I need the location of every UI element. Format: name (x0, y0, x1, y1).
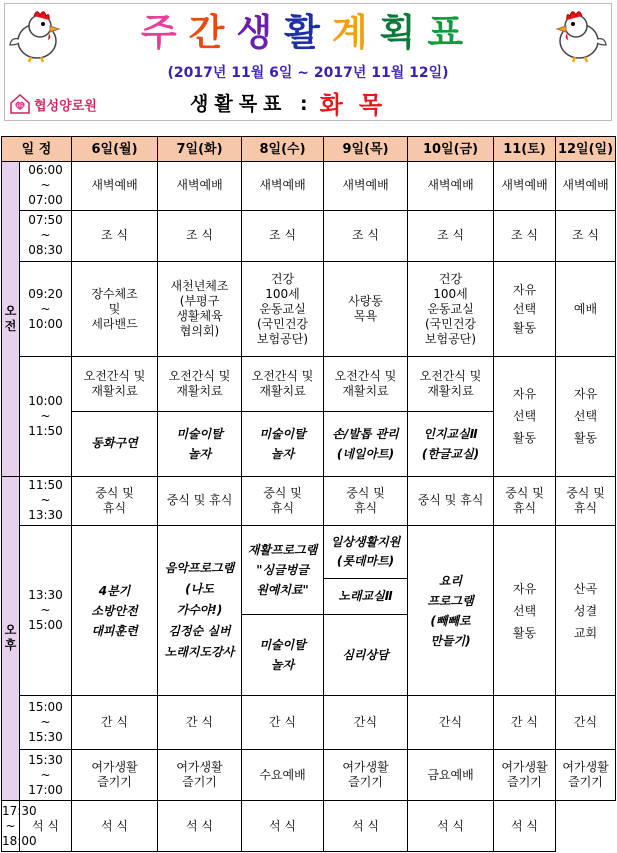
time-sep: ~ (40, 714, 51, 729)
schedule-cell: 조 식 (408, 210, 494, 262)
cell-line: 미술이탈 (259, 638, 306, 653)
schedule-cell: 조 식 (494, 210, 556, 262)
period-char: 전 (4, 318, 17, 333)
period-char: 오 (4, 303, 17, 318)
schedule-cell: 조 식 (242, 210, 324, 262)
cell-line: 금요예배 (427, 767, 474, 782)
schedule-cell (556, 526, 616, 696)
title-char: 생 (236, 11, 285, 54)
title-char: 간 (188, 11, 237, 54)
cell-line: 재활치료 (176, 384, 223, 399)
title-char: 활 (284, 11, 332, 54)
cell-line: 선택 (512, 603, 537, 618)
cell-line: 즐기기 (182, 775, 217, 790)
cell-line: 운동교실 (427, 301, 474, 316)
cell-line: 미술이탈 (176, 426, 223, 441)
time-start: 17:30 (2, 803, 37, 818)
schedule-cell (494, 357, 556, 476)
cell-line: 요리 (438, 573, 463, 588)
cell-line: 운동교실 (259, 301, 306, 316)
cell-line: 중식 및 (505, 485, 544, 500)
cell-line: 자유 (573, 387, 598, 402)
time-cell (20, 357, 72, 476)
cell-line: 자유 (512, 581, 537, 596)
time-end: 11:50 (28, 423, 63, 438)
program-cell: 심리상담 (324, 615, 408, 696)
cell-line: 성결 (573, 603, 598, 618)
schedule-cell (242, 749, 324, 801)
time-sep: ~ (40, 178, 51, 193)
time-start: 15:30 (28, 752, 63, 767)
cell-line: 여가생활 (501, 760, 548, 775)
cell-line: 즐기기 (568, 775, 603, 790)
cell-line: 100세 (265, 286, 300, 301)
time-cell (20, 526, 72, 696)
schedule-cell: 조 식 (158, 210, 242, 262)
table-row (2, 696, 616, 750)
cell-line: 중식 및 (263, 485, 302, 500)
schedule-cell (158, 476, 242, 526)
chicken-icon (7, 7, 65, 63)
cell-line: 활동 (512, 625, 537, 640)
cell-line: 산곡 (573, 581, 598, 596)
cell-line: 인지교실Ⅱ (423, 426, 478, 441)
schedule-cell: 새벽예배 (494, 162, 556, 211)
header-day: 10일(금) (408, 137, 494, 162)
header-day: 9일(목) (324, 137, 408, 162)
time-end: 13:30 (28, 508, 63, 523)
cell-line: (나도 (185, 582, 214, 597)
cell-line: 및 (108, 301, 121, 316)
time-cell (20, 696, 72, 750)
schedule-cell (72, 476, 158, 526)
cell-line: 건강 (438, 271, 463, 286)
schedule-cell (72, 749, 158, 801)
time-end: 17:00 (28, 782, 63, 797)
cell-line: 휴식 (353, 500, 378, 515)
cell-line: 여가생활 (342, 760, 389, 775)
time-start: 11:50 (28, 478, 63, 493)
cell-line: 중식 및 휴식 (166, 493, 233, 508)
time-cell (20, 476, 72, 526)
header-schedule: 일 정 (2, 137, 72, 162)
time-cell (20, 162, 72, 211)
schedule-cell: 새벽예배 (242, 162, 324, 211)
cell-line: 수요예배 (259, 767, 306, 782)
time-end: 15:00 (28, 618, 63, 633)
cell-line: (국민건강 (256, 316, 309, 331)
schedule-cell: 석 식 (72, 801, 158, 852)
cell-line: 원예치료" (256, 583, 309, 598)
title-char: 표 (427, 11, 476, 54)
time-cell (20, 210, 72, 262)
organization-name: 협성양로원 (34, 98, 97, 114)
schedule-cell (556, 749, 616, 801)
program-cell (324, 526, 408, 579)
title-char: 획 (379, 11, 428, 54)
program-cell (72, 526, 158, 696)
schedule-cell: 새벽예배 (72, 162, 158, 211)
cell-line: 휴식 (270, 500, 295, 515)
time-sep: ~ (5, 818, 16, 833)
period-char: 오 (4, 623, 17, 638)
program-cell: 동화구연 (72, 411, 158, 476)
time-cell (20, 749, 72, 801)
cell-line: 중식 및 (95, 485, 134, 500)
table-row (2, 357, 616, 412)
table-row (2, 749, 616, 801)
time-cell (2, 801, 37, 852)
schedule-cell (494, 526, 556, 696)
schedule-cell: 석 식 (494, 801, 556, 852)
cell-line: 목욕 (353, 309, 378, 324)
schedule-cell (324, 262, 408, 357)
schedule-cell: 석 식 (242, 801, 324, 852)
cell-line: (부평구 (179, 294, 220, 309)
cell-line: 선택 (512, 301, 537, 316)
time-start: 10:00 (28, 393, 63, 408)
cell-line: (롯데마트) (336, 553, 395, 568)
cell-line: 새천년체조 (170, 279, 229, 294)
header-day: 6일(월) (72, 137, 158, 162)
goal-value: 화목 (319, 90, 399, 119)
cell-line: 소방안전 (91, 603, 138, 618)
schedule-cell (324, 749, 408, 801)
program-cell (408, 526, 494, 696)
program-cell (242, 411, 324, 476)
schedule-cell (158, 357, 242, 412)
table-header-row (2, 137, 616, 162)
schedule-cell (324, 476, 408, 526)
schedule-cell (72, 357, 158, 412)
header (4, 3, 612, 121)
time-sep: ~ (40, 408, 51, 423)
cell-line: 건강 (270, 271, 295, 286)
cell-line: 즐기기 (348, 775, 383, 790)
cell-line: 재활치료 (342, 384, 389, 399)
program-cell (158, 526, 242, 696)
schedule-cell: 예배 (556, 262, 616, 357)
schedule-cell (158, 262, 242, 357)
table-row (2, 526, 616, 579)
cell-line: 손/발톱 관리 (332, 426, 399, 441)
time-start: 13:30 (28, 588, 63, 603)
cell-line: 선택 (573, 409, 598, 424)
period-am (2, 162, 20, 477)
cell-line: 여가생활 (176, 760, 223, 775)
schedule-cell (158, 749, 242, 801)
cell-line: 중식 및 (346, 485, 385, 500)
program-cell (242, 526, 324, 615)
cell-line: 휴식 (573, 500, 598, 515)
time-end: 07:00 (28, 193, 63, 208)
schedule-cell: 간식 (408, 696, 494, 750)
cell-line: 활동 (573, 431, 598, 446)
cell-line: 일상생활지원 (330, 534, 401, 549)
cell-line: 놀자 (187, 446, 212, 461)
cell-line: 오전간식 및 (168, 369, 231, 384)
org-logo-text: HS (16, 104, 24, 109)
schedule-cell: 석 식 (20, 801, 72, 852)
header-day: 7일(화) (158, 137, 242, 162)
cell-line: 놀자 (270, 658, 295, 673)
schedule-cell (408, 262, 494, 357)
table-row (2, 801, 616, 852)
cell-line: 자유 (512, 387, 537, 402)
schedule-cell (408, 476, 494, 526)
title-char: 계 (331, 11, 380, 54)
schedule-cell (408, 357, 494, 412)
table-row (2, 262, 616, 357)
time-end: 10:00 (28, 316, 63, 331)
cell-line: 사랑동 (348, 294, 383, 309)
schedule-period: (2017년 11월 6일 ~ 2017년 11월 12일) (167, 65, 449, 81)
schedule-cell: 간식 (324, 696, 408, 750)
cell-line: (빼빼로 (430, 613, 471, 628)
time-sep: ~ (40, 767, 51, 782)
cell-line: 프로그램 (427, 593, 474, 608)
cell-line: 보험공단) (424, 331, 477, 346)
program-cell (158, 411, 242, 476)
cell-line: 대피훈련 (91, 623, 138, 638)
time-sep: ~ (40, 301, 51, 316)
schedule-cell: 새벽예배 (158, 162, 242, 211)
schedule-cell (556, 357, 616, 476)
time-end: 18:00 (2, 833, 37, 848)
program-cell: 노래교실Ⅱ (324, 578, 408, 614)
schedule-cell: 간 식 (72, 696, 158, 750)
table-row (2, 162, 616, 211)
cell-line: 휴식 (512, 500, 537, 515)
cell-line: 활동 (512, 320, 537, 335)
title-char: 주 (140, 11, 189, 54)
cell-line: 가수야!) (176, 603, 223, 618)
cell-line: 오전간식 및 (334, 369, 397, 384)
schedule-cell: 석 식 (324, 801, 408, 852)
schedule-cell (72, 262, 158, 357)
schedule-cell: 새벽예배 (408, 162, 494, 211)
weekly-schedule-table (1, 136, 616, 852)
cell-line: 재활치료 (91, 384, 138, 399)
cell-line: 김정순 실버 (168, 624, 231, 639)
schedule-cell: 새벽예배 (324, 162, 408, 211)
time-sep: ~ (40, 493, 51, 508)
table-row (2, 210, 616, 262)
cell-line: 음악프로그램 (164, 561, 235, 576)
schedule-cell: 새벽예배 (556, 162, 616, 211)
cell-line: 미술이탈 (259, 426, 306, 441)
cell-line: 보험공단) (256, 331, 309, 346)
chicken-icon (551, 7, 609, 63)
schedule-cell (494, 749, 556, 801)
schedule-cell: 간 식 (494, 696, 556, 750)
schedule-cell (242, 476, 324, 526)
header-day: 11(토) (494, 137, 556, 162)
cell-line: 교회 (573, 625, 598, 640)
cell-line: 즐기기 (507, 775, 542, 790)
cell-line: (한글교실) (421, 446, 480, 461)
cell-line: 세라밴드 (91, 316, 138, 331)
time-sep: ~ (40, 228, 51, 243)
schedule-cell (242, 357, 324, 412)
schedule-cell (242, 262, 324, 357)
schedule-cell: 간 식 (158, 696, 242, 750)
cell-line: 중식 및 (566, 485, 605, 500)
cell-line: "싱글벙글 (256, 563, 309, 578)
schedule-cell (494, 262, 556, 357)
life-goal (190, 86, 398, 118)
program-cell (408, 411, 494, 476)
schedule-cell: 간 식 (242, 696, 324, 750)
time-sep: ~ (40, 603, 51, 618)
schedule-cell: 조 식 (324, 210, 408, 262)
cell-line: 협의회) (179, 324, 220, 339)
cell-line: 4분기 (98, 583, 131, 598)
cell-line: 활동 (512, 431, 537, 446)
organization (9, 90, 97, 118)
schedule-cell (408, 749, 494, 801)
cell-line: 재활치료 (259, 384, 306, 399)
time-start: 07:50 (28, 213, 63, 228)
cell-line: 장수체조 (91, 286, 138, 301)
cell-line: 즐기기 (97, 775, 132, 790)
schedule-cell: 조 식 (556, 210, 616, 262)
period-char: 후 (4, 638, 17, 653)
table-row (2, 476, 616, 526)
cell-line: 휴식 (102, 500, 127, 515)
cell-line: 중식 및 휴식 (417, 493, 484, 508)
schedule-cell: 간식 (556, 696, 616, 750)
cell-line: 재활프로그램 (247, 543, 318, 558)
time-cell (20, 262, 72, 357)
cell-line: 여가생활 (91, 760, 138, 775)
period-pm (2, 476, 20, 801)
cell-line: (네일아트) (336, 446, 395, 461)
page-title (95, 8, 521, 58)
cell-line: (국민건강 (424, 316, 477, 331)
schedule-cell (556, 476, 616, 526)
cell-line: 놀자 (270, 446, 295, 461)
cell-line: 자유 (512, 282, 537, 297)
cell-line: 오전간식 및 (251, 369, 314, 384)
time-start: 09:20 (28, 286, 63, 301)
cell-line: 오전간식 및 (83, 369, 146, 384)
cell-line: 여가생활 (562, 760, 609, 775)
time-start: 15:00 (28, 699, 63, 714)
cell-line: 100세 (433, 286, 468, 301)
schedule-cell: 석 식 (408, 801, 494, 852)
schedule-cell (324, 357, 408, 412)
program-cell (242, 615, 324, 696)
cell-line: 생활체육 (176, 309, 223, 324)
cell-line: 선택 (512, 409, 537, 424)
cell-line: 재활치료 (427, 384, 474, 399)
schedule-cell: 석 식 (158, 801, 242, 852)
header-day: 8일(수) (242, 137, 324, 162)
cell-line: 오전간식 및 (419, 369, 482, 384)
house-heart-icon (9, 93, 31, 115)
goal-label: 생활목표 : (190, 92, 314, 115)
header-day: 12일(일) (556, 137, 616, 162)
schedule-cell (494, 476, 556, 526)
cell-line: 노래지도강사 (164, 645, 235, 660)
program-cell (324, 411, 408, 476)
time-end: 15:30 (28, 729, 63, 744)
cell-line: 만들기) (430, 633, 471, 648)
time-end: 08:30 (28, 243, 63, 258)
time-start: 06:00 (28, 163, 63, 178)
schedule-cell: 조 식 (72, 210, 158, 262)
